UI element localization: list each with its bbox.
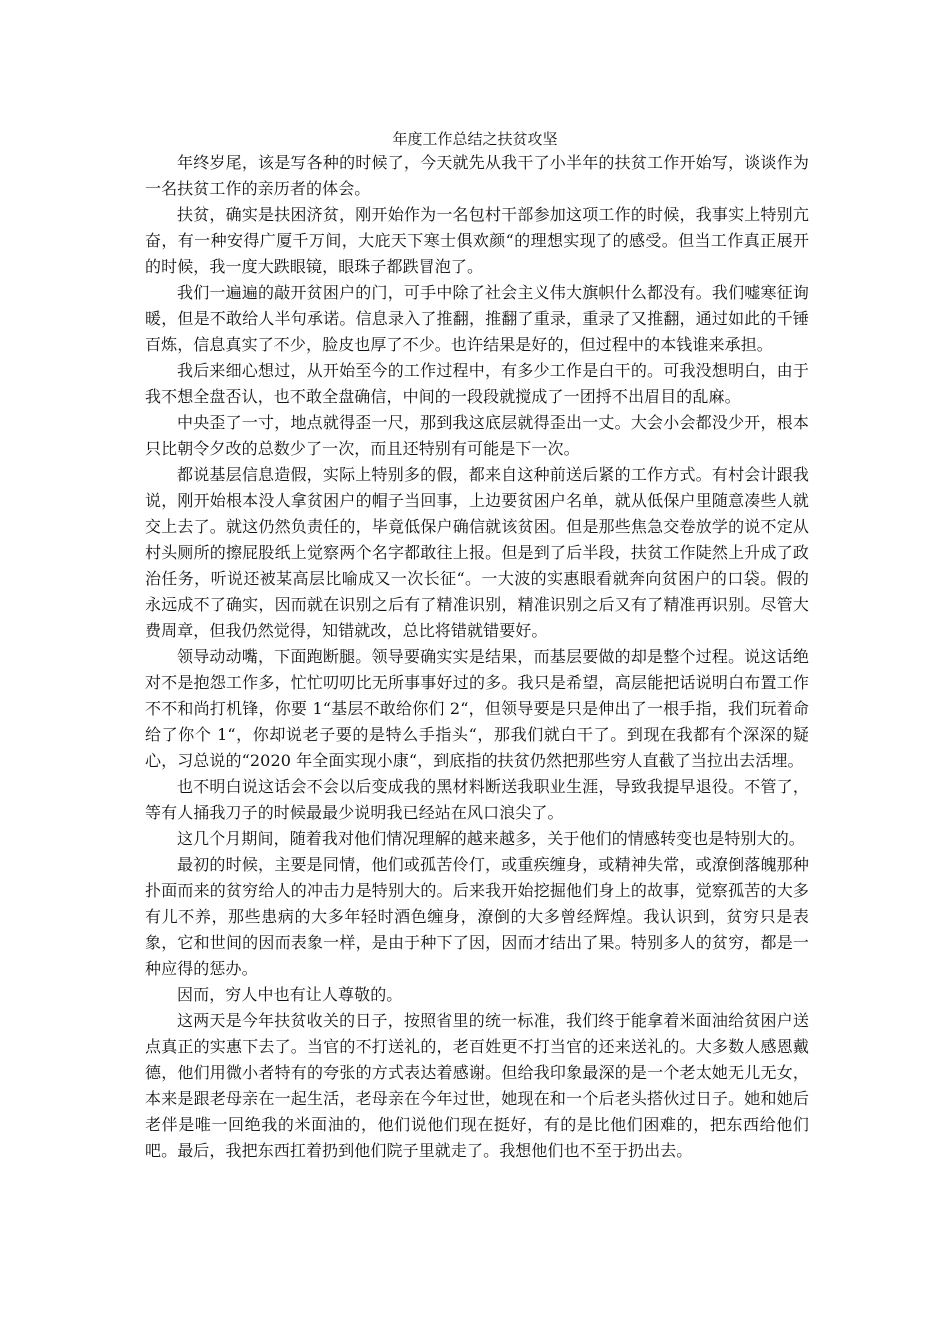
document-body [145, 150, 809, 1164]
paragraph: 这几个月期间，随着我对他们情况理解的越来越多，关于他们的情感转变也是特别大的。 [177, 829, 805, 848]
paragraph: 都说基层信息造假，实际上特别多的假，都来自这种前送后紧的工作方式。有村会计跟我说，刚开始根本没人拿贫困户的帽子当回事，上边要贫困户名单，就从低保户里随意凑些人就交上去了。就这仍然负责任的，毕竟低保户确信就该贫困。但是那些焦急交卷放学的说不定从村头厕所的擦屁股纸上觉察两个名字都敢往上报。但是到了后半段，扶贫工作陡然上升成了政治任务，听说还被某高层比喻成又一次长征“。一大波的实惠眼看就奔向贫困户的口袋。假的永远成不了确实，因而就在识别之后有了精准识别，精准识别之后又有了精准再识别。尽管大费周章，但我仍然觉得，知错就改，总比将错就错要好。 [145, 465, 809, 640]
paragraph: 这两天是今年扶贫收关的日子，按照省里的统一标准，我们终于能拿着米面油给贫困户送点真正的实惠下去了。当官的不打送礼的，老百姓更不打当官的还来送礼的。大多数人感恩戴德，他们用微小者特有的夸张的方式表达着感谢。但给我印象最深的是一个老太她无儿无女，本来是跟老母亲在一起生活，老母亲在今年过世，她现在和一个后老头搭伙过日子。她和她后老伴是唯一回绝我的米面油的，他们说他们现在挺好，有的是比他们困难的，把东西给他们吧。最后，我把东西扛着扔到他们院子里就走了。我想他们也不至于扔出去。 [145, 1011, 809, 1160]
paragraph: 领导动动嘴，下面跑断腿。领导要确实实是结果，而基层要做的却是整个过程。说这话绝对不是抱怨工作多，忙忙叨叨比无所事事好过的多。我只是希望，高层能把话说明白布置工作不不和尚打机锋，你要 1“基层不敢给你们 2“，但领导要是只是伸出了一根手指，我们玩着命给了你个 1“，你却说老子要的是特么手指头“，那我们就白干了。到现在我都有个深深的疑心，习总说的“2020 年全面实现小康“，到底指的扶贫仍然把那些穷人直截了当拉出去活埋。 [145, 647, 809, 770]
paragraph: 因而，穷人中也有让人尊敬的。 [177, 985, 403, 1004]
paragraph: 我后来细心想过，从开始至今的工作过程中，有多少工作是白干的。可我没想明白，由于我不想全盘否认，也不敢全盘确信，中间的一段段就搅成了一团捋不出眉目的乱麻。 [145, 361, 809, 406]
paragraph: 年终岁尾，该是写各种的时候了，今天就先从我干了小半年的扶贫工作开始写，谈谈作为一名扶贫工作的亲历者的体会。 [145, 153, 809, 198]
paragraph: 扶贫，确实是扶困济贫，刚开始作为一名包村干部参加这项工作的时候，我事实上特别亢奋，有一种安得广厦千万间，大庇天下寒士俱欢颜“的理想实现了的感受。但当工作真正展开的时候，我一度大跌眼镜，眼珠子都跌冒泡了。 [145, 205, 809, 276]
document-title: 年度工作总结之扶贫攻坚 [392, 130, 558, 148]
paragraph: 我们一遍遍的敲开贫困户的门，可手中除了社会主义伟大旗帜什么都没有。我们嘘寒征询暖，但是不敢给人半句承诺。信息录入了推翻，推翻了重录，重录了又推翻，通过如此的千锤百炼，信息真实了不少，脸皮也厚了不少。也许结果是好的，但过程中的本钱谁来承担。 [145, 283, 809, 354]
paragraph: 中央歪了一寸，地点就得歪一尺，那到我这底层就得歪出一丈。大会小会都没少开，根本只比朝令夕改的总数少了一次，而且还特别有可能是下一次。 [145, 413, 809, 458]
paragraph: 最初的时候，主要是同情，他们或孤苦伶仃，或重疾缠身，或精神失常，或潦倒落魄那种扑面而来的贫穷给人的冲击力是特别大的。后来我开始挖掘他们身上的故事，觉察孤苦的大多有儿不养，那些患病的大多年轻时酒色缠身，潦倒的大多曾经辉煌。我认识到，贫穷只是表象，它和世间的因而表象一样，是由于种下了因，因而才结出了果。特别多人的贫穷，都是一种应得的惩办。 [145, 855, 809, 978]
paragraph: 也不明白说这话会不会以后变成我的黑材料断送我职业生涯，导致我提早退役。不管了，等有人捅我刀子的时候最最少说明我已经站在风口浪尖了。 [145, 777, 809, 822]
